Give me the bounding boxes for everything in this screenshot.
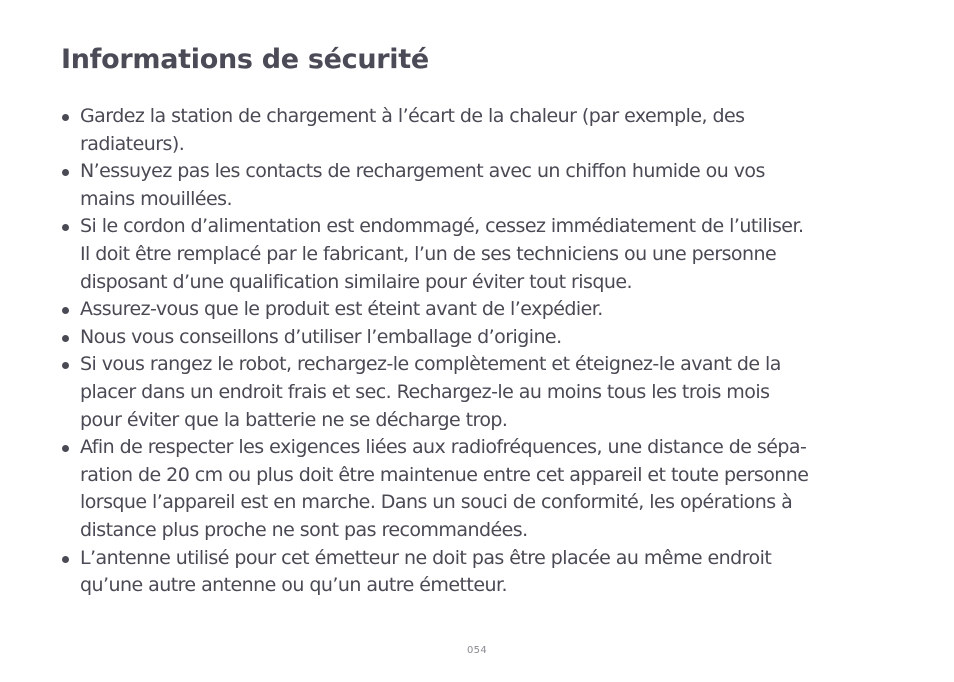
- list-item: [61, 545, 901, 600]
- list-item-line: Afin de respecter les exigences liées aux radiofréquences, une distance de sépa-: [80, 436, 807, 459]
- list-item-line: N’essuyez pas les contacts de rechargement avec un chiffon humide ou vos: [80, 160, 765, 183]
- list-item: [61, 103, 901, 158]
- list-item-line: L’antenne utilisé pour cet émetteur ne doit pas être placée au même endroit: [80, 546, 772, 569]
- list-item-line: mains mouillées.: [80, 187, 232, 210]
- list-item-line: pour éviter que la batterie ne se décharge trop.: [80, 408, 508, 431]
- page-title: Informations de sécurité: [61, 44, 429, 75]
- page-number: 054: [467, 645, 487, 656]
- bullet-icon: [62, 114, 69, 121]
- bullet-icon: [62, 169, 69, 176]
- list-item-line: disposant d’une qualification similaire pour éviter tout risque.: [80, 270, 633, 293]
- bullet-icon: [62, 556, 69, 563]
- bullet-icon: [62, 224, 69, 231]
- list-item-line: Si le cordon d’alimentation est endommagé, cessez immédiatement de l’utiliser.: [80, 215, 804, 238]
- list-item: [61, 434, 901, 544]
- list-item-line: Assurez-vous que le produit est éteint avant de l’expédier.: [80, 298, 603, 321]
- bullet-icon: [62, 307, 69, 314]
- list-item: [61, 351, 901, 434]
- list-item-line: Il doit être remplacé par le fabricant, l’un de ses techniciens ou une personne: [80, 242, 777, 265]
- bullet-icon: [62, 335, 69, 342]
- list-item-line: Gardez la station de chargement à l’écart de la chaleur (par exemple, des: [80, 105, 745, 127]
- bullet-icon: [62, 445, 69, 452]
- list-item: [61, 296, 901, 324]
- list-item-line: placer dans un endroit frais et sec. Rechargez-le au moins tous les trois mois: [80, 380, 770, 403]
- list-item-line: Si vous rangez le robot, rechargez-le complètement et éteignez-le avant de la: [80, 353, 781, 376]
- list-item: [61, 213, 901, 296]
- list-item-line: ration de 20 cm ou plus doit être maintenue entre cet appareil et toute personne: [80, 463, 809, 486]
- safety-list: [61, 103, 901, 600]
- list-item-line: Nous vous conseillons d’utiliser l’emballage d’origine.: [80, 325, 562, 348]
- list-item-line: qu’une autre antenne ou qu’un autre émetteur.: [80, 574, 507, 597]
- list-item-line: distance plus proche ne sont pas recommandées.: [80, 518, 528, 541]
- list-item: [61, 158, 901, 213]
- bullet-icon: [62, 362, 69, 369]
- list-item-line: radiateurs).: [80, 132, 185, 155]
- list-item: [61, 324, 901, 352]
- list-item-line: lorsque l’appareil est en marche. Dans un souci de conformité, les opérations à: [80, 491, 793, 514]
